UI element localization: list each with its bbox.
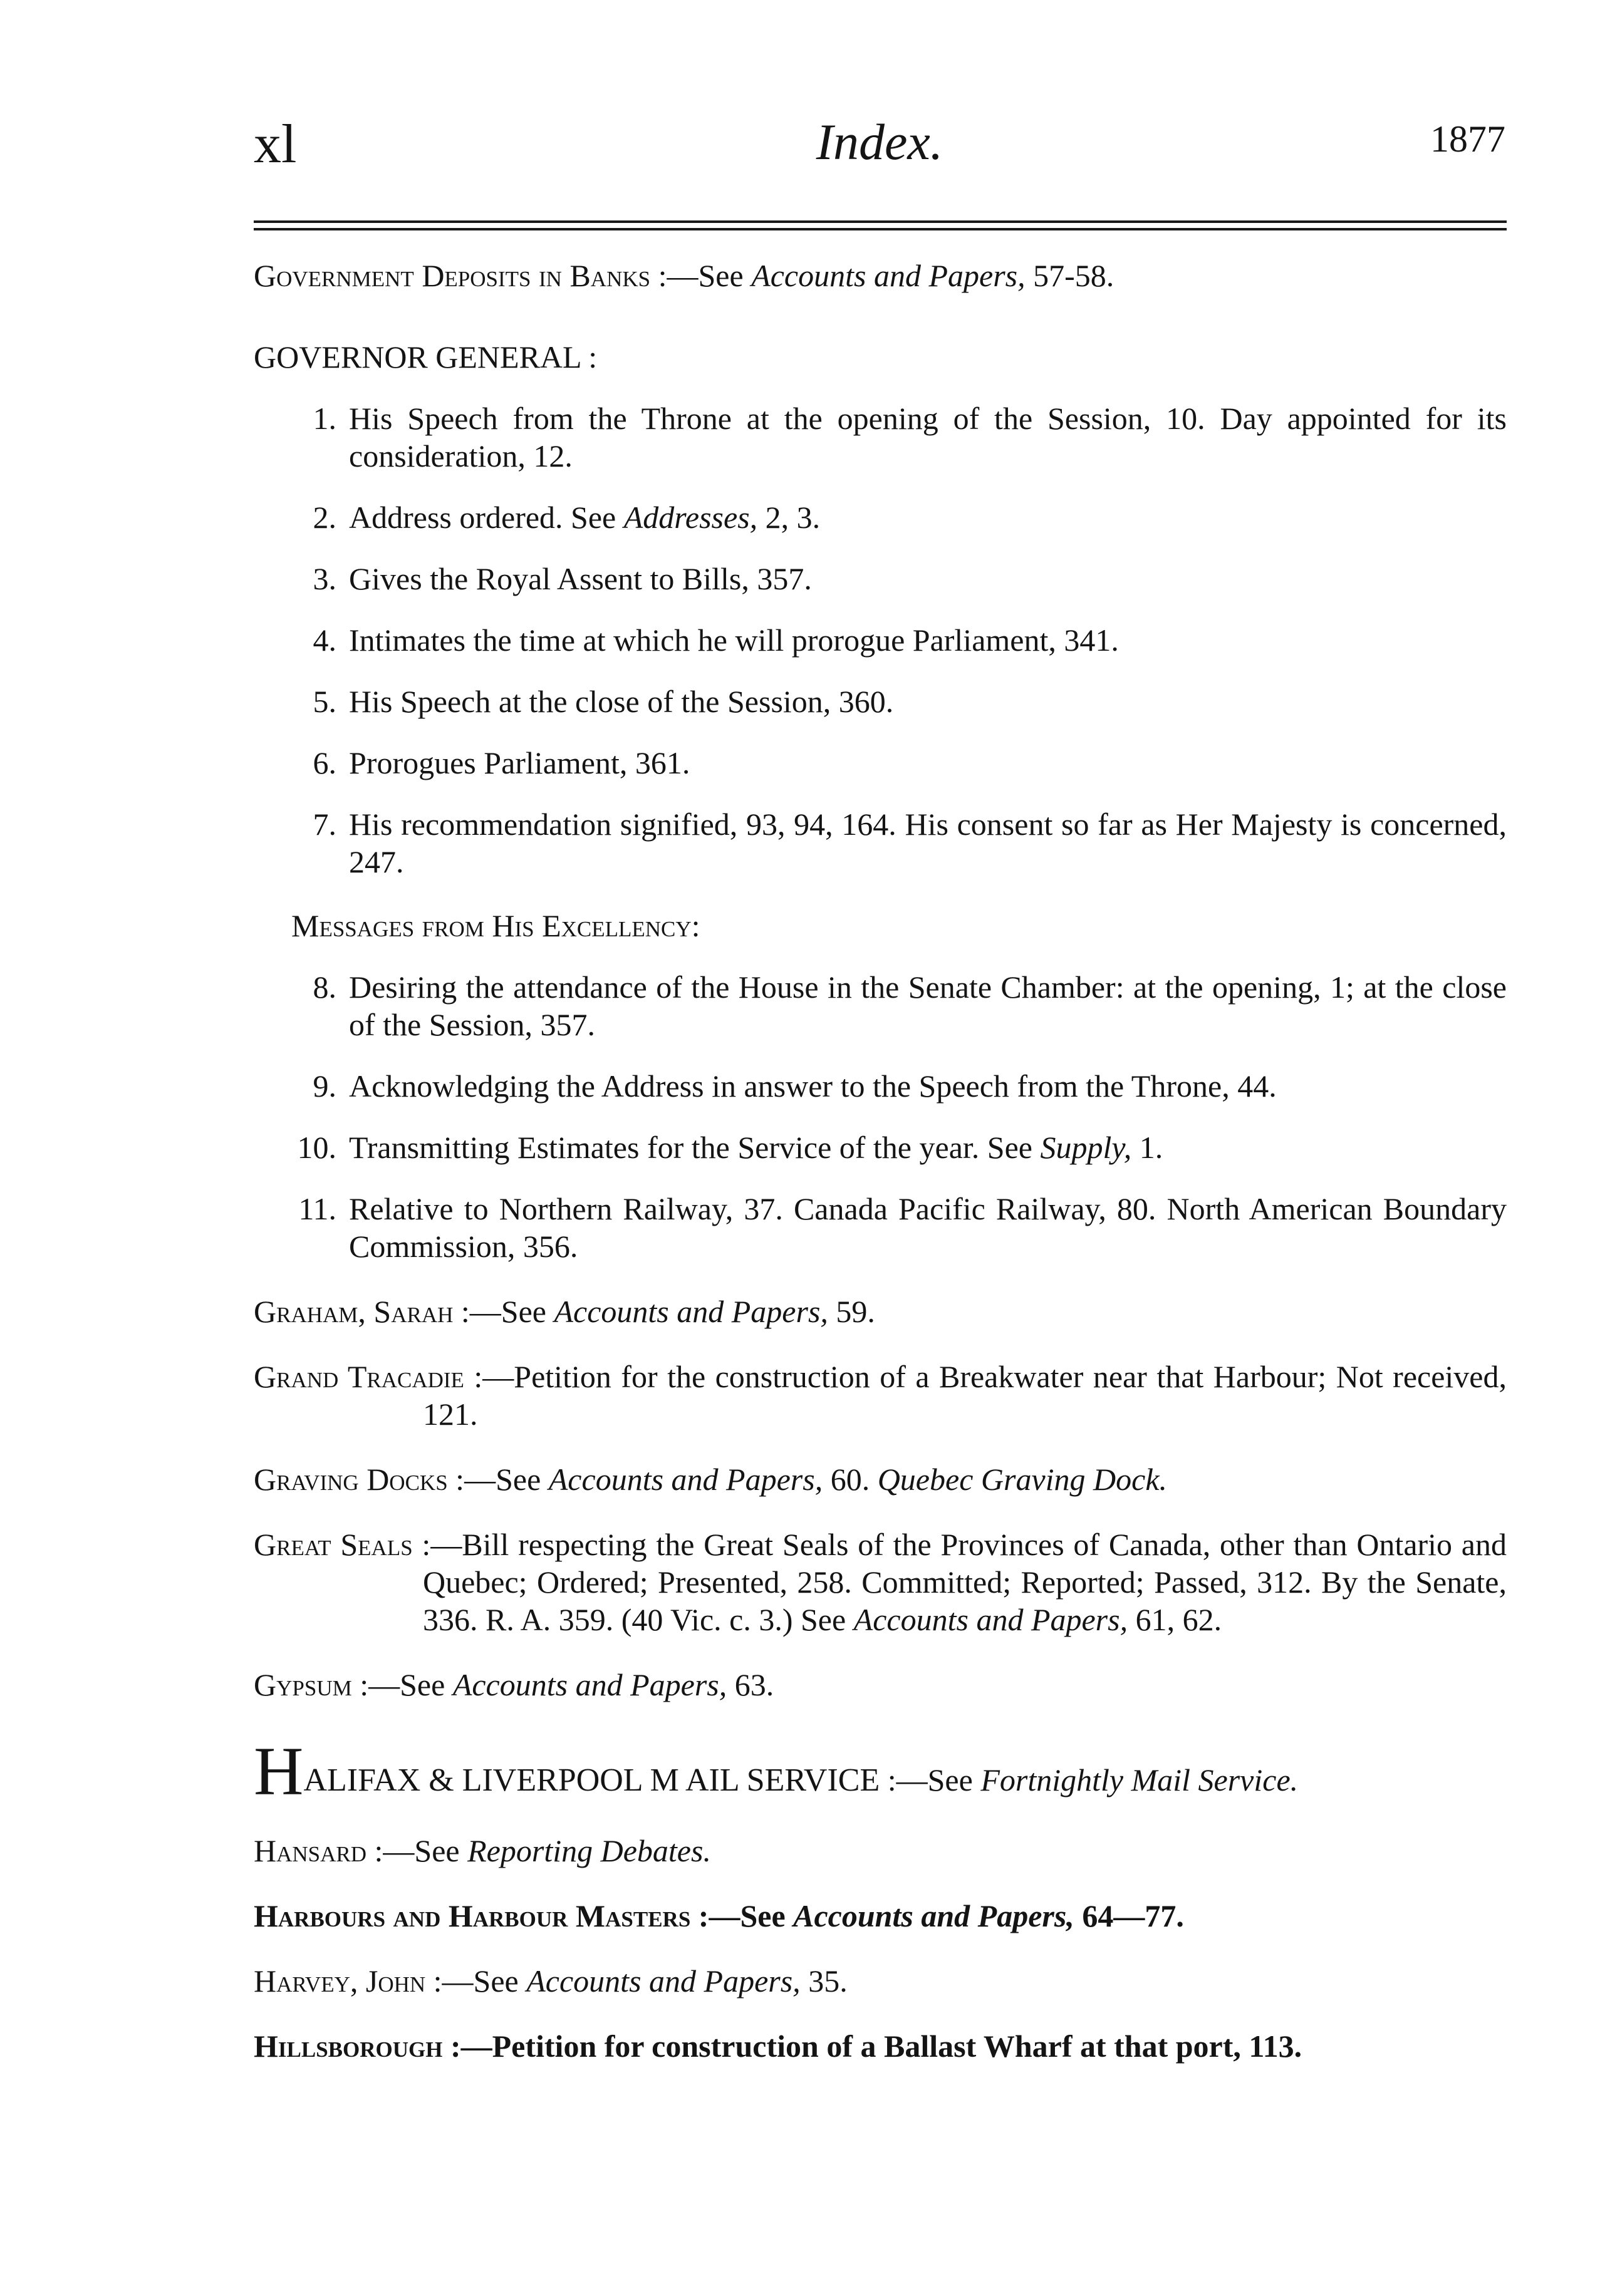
item-number: 6. — [313, 745, 336, 780]
cross-reference: Accounts and Papers, — [452, 1667, 727, 1702]
governor-general-item-7 — [254, 805, 1507, 881]
governor-general-item-8 — [254, 968, 1507, 1043]
item-text: His Speech from the Throne at the opening of the Session, 10. Day appointed for its consideration, 12. — [349, 401, 1507, 473]
see-separator: :—See — [351, 1667, 453, 1702]
entry-heading: Hansard — [254, 1833, 367, 1868]
page-refs: 60. — [823, 1462, 878, 1497]
item-number: 11. — [298, 1191, 336, 1226]
item-number: 10. — [297, 1130, 336, 1165]
entry-heading: Graving Docks — [254, 1462, 448, 1497]
page-refs: 61, 62. — [1128, 1602, 1222, 1637]
governor-general-item-3 — [254, 560, 1507, 597]
governor-general-item-6 — [254, 744, 1507, 782]
item-text: Intimates the time at which he will prorogue Parliament, 341. — [349, 623, 1119, 658]
entry-heading: Hillsborough — [254, 2029, 443, 2064]
item-number: 1. — [313, 401, 336, 436]
page-refs: 63. — [727, 1667, 774, 1702]
item-number: 8. — [313, 970, 336, 1005]
entry-heading: Graham, Sarah — [254, 1294, 454, 1329]
item-number: 9. — [313, 1068, 336, 1104]
cross-reference: Addresses, — [623, 500, 758, 535]
item-number: 2. — [313, 500, 336, 535]
page-refs: 1. — [1131, 1130, 1163, 1165]
see-separator: :—See — [425, 1963, 527, 1999]
see-separator: :—See — [690, 1898, 794, 1933]
item-text: His recommendation signified, 93, 94, 164. His consent so far as Her Majesty is concerned, 247. — [349, 807, 1507, 879]
entry-grand-tracadie — [254, 1358, 1507, 1433]
item-number: 7. — [313, 807, 336, 842]
entry-heading: Harvey, John — [254, 1963, 426, 1999]
cross-reference: Accounts and Papers, — [554, 1294, 828, 1329]
item-text: Prorogues Parliament, 361. — [349, 745, 690, 780]
cross-reference: Reporting Debates. — [467, 1833, 711, 1868]
cross-reference: Accounts and Papers, — [526, 1963, 801, 1999]
item-number: 5. — [313, 684, 336, 719]
entry-heading: Great Seals — [254, 1527, 413, 1562]
entry-text: :—Bill respecting the Great Seals of the Provinces of Canada, other than Ontario and Quebec; Ordered; Presented, 258. Committed; Reported; Passed, 312. By the Senate, 336. R. A. 359. (40 Vic. c. 3.) See — [412, 1527, 1507, 1637]
cross-reference: Accounts and Papers, — [853, 1602, 1128, 1637]
page-refs: 64—77. — [1074, 1898, 1184, 1933]
governor-general-item-4 — [254, 621, 1507, 659]
see-separator: :—See — [650, 258, 752, 293]
item-text: Desiring the attendance of the House in the Senate Chamber: at the opening, 1; at the close of the Session, 357. — [349, 970, 1507, 1042]
entry-great-seals — [254, 1526, 1507, 1638]
index-entries — [254, 257, 1507, 2065]
entry-heading: Harbours and Harbour Masters — [254, 1898, 691, 1933]
governor-general-item-1 — [254, 400, 1507, 475]
entry-halifax-liverpool-mail — [254, 1733, 1507, 1809]
see-separator: :—See — [366, 1833, 468, 1868]
entry-government-deposits — [254, 257, 1507, 294]
entry-harvey-john — [254, 1962, 1507, 2000]
governor-general-item-5 — [254, 683, 1507, 720]
entry-graham-sarah — [254, 1293, 1507, 1330]
governor-general-item-9 — [254, 1067, 1507, 1105]
page-refs: 57-58. — [1025, 258, 1114, 293]
page-number: xl — [254, 114, 297, 175]
cross-reference: Accounts and Papers, — [751, 258, 1026, 293]
entry-heading: Government Deposits in Banks — [254, 258, 651, 293]
see-separator: :—See — [447, 1462, 549, 1497]
drop-cap: H — [254, 1733, 304, 1809]
governor-general-item-11 — [254, 1190, 1507, 1265]
cross-reference-2: Quebec Graving Dock. — [877, 1462, 1168, 1497]
entry-heading: Grand Tracadie — [254, 1359, 464, 1394]
entry-gypsum — [254, 1666, 1507, 1704]
item-text: Acknowledging the Address in answer to the Speech from the Throne, 44. — [349, 1068, 1277, 1104]
page-refs: 59. — [828, 1294, 875, 1329]
header-double-rule — [254, 220, 1507, 233]
cross-reference: Fortnightly Mail Service. — [980, 1762, 1299, 1797]
entry-governor-general-heading: GOVERNOR GENERAL : — [254, 339, 598, 375]
item-text: His Speech at the close of the Session, 360. — [349, 684, 894, 719]
page-title: Index. — [816, 113, 943, 170]
entry-hillsborough — [254, 2027, 1507, 2065]
item-number: 3. — [313, 561, 336, 596]
cross-reference: Accounts and Papers, — [793, 1898, 1074, 1933]
entry-heading: Gypsum — [254, 1667, 352, 1702]
page-refs: 35. — [800, 1963, 848, 1999]
item-number: 4. — [313, 623, 336, 658]
item-text: Relative to Northern Railway, 37. Canada Pacific Railway, 80. North American Boundary Commission, 356. — [349, 1191, 1507, 1264]
item-text — [349, 499, 1507, 536]
page-refs: 2, 3. — [757, 500, 821, 535]
messages-subheading: Messages from His Excellency: — [291, 908, 700, 943]
cross-reference: Supply, — [1040, 1130, 1132, 1165]
governor-general-item-2 — [254, 499, 1507, 536]
governor-general-item-10 — [254, 1129, 1507, 1166]
item-text-pre: Transmitting Estimates for the Service of the year. See — [349, 1130, 1041, 1165]
item-text — [349, 1129, 1507, 1166]
item-text: Gives the Royal Assent to Bills, 357. — [349, 561, 812, 596]
entry-harbours — [254, 1897, 1507, 1935]
entry-hansard — [254, 1832, 1507, 1869]
see-separator: :—See — [453, 1294, 554, 1329]
cross-reference: Accounts and Papers, — [548, 1462, 823, 1497]
item-text-pre: Address ordered. See — [349, 500, 624, 535]
see-separator: :—See — [880, 1762, 981, 1797]
entry-heading: ALIFAX & LIVERPOOL M AIL SERVICE — [303, 1762, 880, 1798]
page-header — [254, 113, 1505, 182]
entry-text: :—Petition for the construction of a Breakwater near that Harbour; Not received, 121. — [423, 1359, 1507, 1432]
entry-text: :—Petition for construction of a Ballast Wharf at that port, 113. — [442, 2029, 1302, 2064]
entry-graving-docks — [254, 1461, 1507, 1498]
year: 1877 — [1430, 118, 1505, 160]
